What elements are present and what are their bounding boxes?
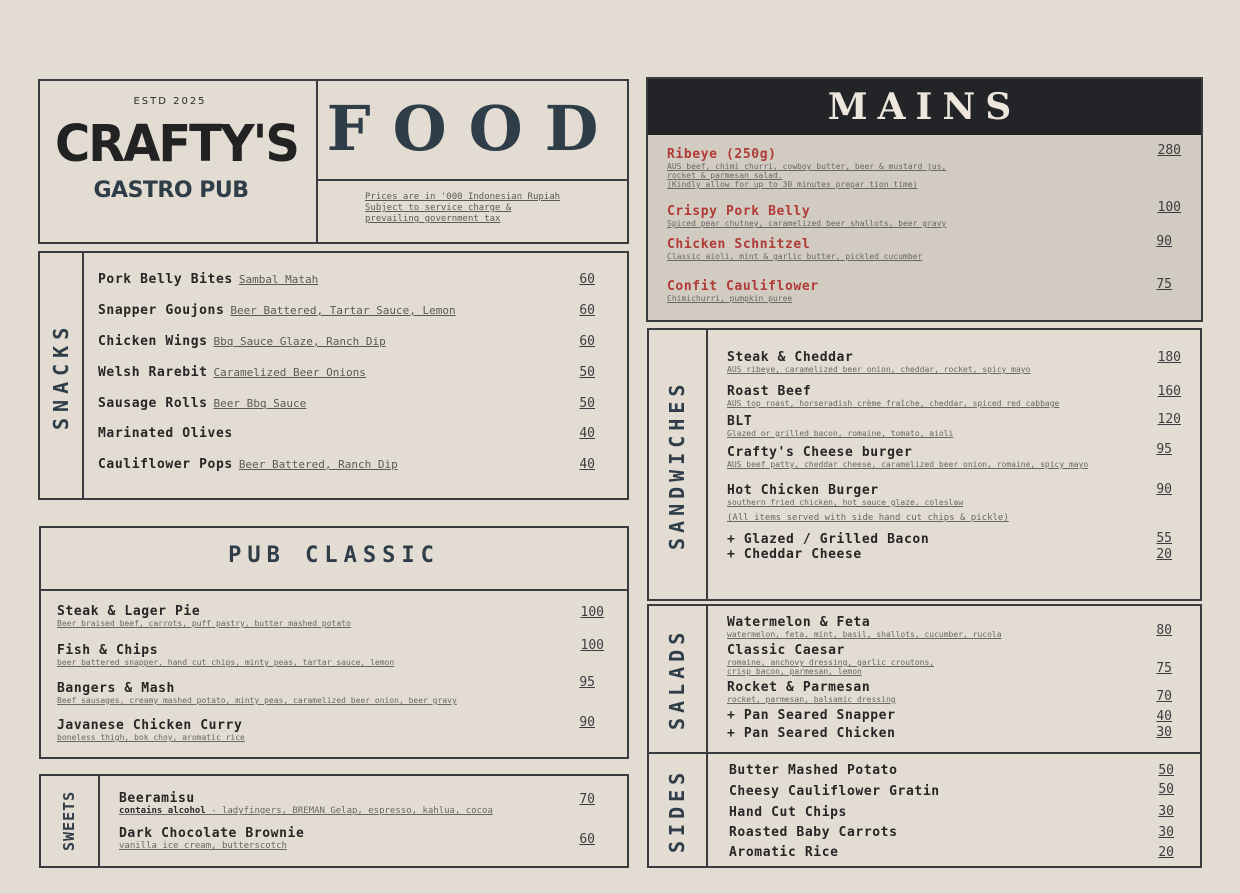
snack-name: Sausage Rolls xyxy=(98,396,208,411)
pub-classic-name: Bangers & Mash xyxy=(57,681,175,696)
mains-desc-line: (Kindly allow for up to 30 minutes prepar tion time) xyxy=(667,180,918,189)
price-note-line-1: Prices are in '000 Indonesian Rupiah xyxy=(365,192,561,202)
sweet-desc-line xyxy=(119,806,493,816)
salad-addon: + Pan Seared Snapper xyxy=(727,708,896,723)
sandwich-price: 120 xyxy=(1157,412,1181,427)
alcohol-note: contains alcohol xyxy=(119,806,206,816)
snacks-divider xyxy=(82,251,84,500)
sandwich-item xyxy=(727,350,1030,374)
pub-classic-name: Steak & Lager Pie xyxy=(57,604,201,619)
snack-item xyxy=(98,457,398,472)
mains-name: Ribeye (250g) xyxy=(667,147,777,162)
sweet-name: Dark Chocolate Brownie xyxy=(119,826,305,841)
snack-price: 40 xyxy=(579,426,595,441)
mains-item xyxy=(667,147,946,189)
salad-desc-line: romaine, anchovy dressing, garlic croutons, xyxy=(727,658,935,667)
mains-item xyxy=(667,237,922,261)
salad-desc-line: crisp bacon, parmesan, lemon xyxy=(727,667,862,676)
sandwich-desc: AUS beef patty, cheddar cheese, caramelized beer onion, romaine, spicy mayo xyxy=(727,460,1089,469)
brand-name: CRAFTY'S xyxy=(55,114,298,174)
sweet-price: 60 xyxy=(579,832,595,847)
pub-classic-name: Javanese Chicken Curry xyxy=(57,718,243,733)
sweet-price: 70 xyxy=(579,792,595,807)
sandwich-name: Steak & Cheddar xyxy=(727,350,854,365)
snack-desc: Bbq Sauce Glaze, Ranch Dip xyxy=(213,335,386,348)
snack-item xyxy=(98,396,306,411)
price-note-line-3: prevailing government tax xyxy=(365,214,501,224)
price-note xyxy=(365,192,560,225)
pub-classic-price: 90 xyxy=(579,715,595,730)
snack-price: 50 xyxy=(579,365,595,380)
sandwich-addon: + Glazed / Grilled Bacon xyxy=(727,532,930,547)
salad-item xyxy=(727,680,896,704)
sandwich-price: 95 xyxy=(1156,442,1172,457)
mains-item xyxy=(667,279,819,303)
pub-classic-desc: Beer braised beef, carrots, puff pastry, butter mashed potato xyxy=(57,619,351,628)
snack-desc: Beer Bbq Sauce xyxy=(213,397,307,410)
sandwich-name: BLT xyxy=(727,414,753,429)
sandwich-addon-price: 55 xyxy=(1156,531,1172,546)
pub-classic-item xyxy=(57,681,457,705)
pub-classic-divider xyxy=(39,589,629,591)
snack-name: Pork Belly Bites xyxy=(98,272,233,287)
salad-addon: + Pan Seared Chicken xyxy=(727,726,896,741)
sandwich-addon: + Cheddar Cheese xyxy=(727,547,862,562)
side-item: Cheesy Cauliflower Gratin xyxy=(729,784,940,799)
sandwich-addon-price: 20 xyxy=(1156,547,1172,562)
snack-desc: Sambal Matah xyxy=(238,273,319,286)
mains-price: 280 xyxy=(1157,143,1181,158)
salad-desc-line: watermelon, feta, mint, basil, shallots, cucumber, rucola xyxy=(727,630,1002,639)
pub-classic-desc: Beef sausages, creamy mashed potato, minty peas, caramelized beer onion, beer gravy xyxy=(57,696,457,705)
pub-classic-title: PUB CLASSIC xyxy=(228,543,440,568)
mains-name: Confit Cauliflower xyxy=(667,279,819,294)
pub-classic-desc: beer battered snapper, hand cut chips, minty peas, tartar sauce, lemon xyxy=(57,658,395,667)
snack-price: 60 xyxy=(579,334,595,349)
price-note-line-2: Subject to service charge & xyxy=(365,203,512,213)
salad-name: Watermelon & Feta xyxy=(727,615,871,630)
sandwich-desc: AUS top roast, horseradish crème fraîche, cheddar, spiced red cabbage xyxy=(727,399,1060,408)
pub-classic-desc: boneless thigh, bok choy, aromatic rice xyxy=(57,733,245,742)
brand-subtitle: GASTRO PUB xyxy=(93,178,249,203)
snack-item xyxy=(98,426,233,441)
pub-classic-name: Fish & Chips xyxy=(57,643,159,658)
mains-desc-line: Chimichurri, pumpkin puree xyxy=(667,294,793,303)
sweet-name: Beeramisu xyxy=(119,791,195,806)
salad-name: Rocket & Parmesan xyxy=(727,680,871,695)
estd-label: ESTD 2025 xyxy=(133,96,207,107)
pub-classic-price: 95 xyxy=(579,675,595,690)
sandwich-item xyxy=(727,445,1088,469)
mains-price: 75 xyxy=(1156,277,1172,292)
mains-item xyxy=(667,204,946,228)
sandwich-price: 180 xyxy=(1157,350,1181,365)
salads-sides-divider xyxy=(706,604,708,868)
salad-item xyxy=(727,643,934,676)
sandwich-item xyxy=(727,384,1059,408)
mains-desc-line: AUS beef, chimi churri, cowboy butter, beer & mustard jus, xyxy=(667,162,947,171)
snack-item xyxy=(98,334,386,349)
pub-classic-item xyxy=(57,643,394,667)
sandwich-name: Roast Beef xyxy=(727,384,812,399)
pub-classic-item xyxy=(57,718,245,742)
snack-price: 60 xyxy=(579,272,595,287)
salad-price: 80 xyxy=(1156,623,1172,638)
salads-sides-separator xyxy=(647,752,1202,754)
food-title: FOOD xyxy=(326,92,621,165)
salad-name: Classic Caesar xyxy=(727,643,845,658)
snack-desc: Beer Battered, Tartar Sauce, Lemon xyxy=(230,304,456,317)
mains-title: MAINS xyxy=(827,86,1022,128)
side-price: 20 xyxy=(1158,845,1174,860)
mains-price: 100 xyxy=(1157,200,1181,215)
sandwich-item xyxy=(727,414,953,438)
sandwich-item xyxy=(727,483,963,507)
salad-addon-price: 30 xyxy=(1156,725,1172,740)
snack-name: Chicken Wings xyxy=(98,334,208,349)
header-subdivider xyxy=(316,179,629,181)
salad-price: 75 xyxy=(1156,661,1172,676)
snack-item xyxy=(98,303,456,318)
sweets-title: SWEETS xyxy=(60,790,78,852)
snack-price: 40 xyxy=(579,457,595,472)
mains-desc-line: Classic aioli, mint & garlic butter, pickled cucumber xyxy=(667,252,923,261)
mains-price: 90 xyxy=(1156,234,1172,249)
side-item: Aromatic Rice xyxy=(729,845,839,860)
sandwiches-title: SANDWICHES xyxy=(665,379,689,550)
sandwich-desc: AUS ribeye, caramelized beer onion, cheddar, rocket, spicy mayo xyxy=(727,365,1031,374)
sandwich-price: 160 xyxy=(1157,384,1181,399)
salad-price: 70 xyxy=(1156,689,1172,704)
snack-name: Cauliflower Pops xyxy=(98,457,233,472)
snack-name: Welsh Rarebit xyxy=(98,365,208,380)
side-price: 30 xyxy=(1158,825,1174,840)
salad-desc-line: rocket, parmesan, balsamic dressing xyxy=(727,695,896,704)
sandwich-desc: Glazed or grilled bacon, romaine, tomato, aioli xyxy=(727,429,954,438)
side-price: 30 xyxy=(1158,804,1174,819)
sweet-item xyxy=(119,826,304,851)
salads-title: SALADS xyxy=(665,627,689,731)
mains-name: Crispy Pork Belly xyxy=(667,204,811,219)
snack-price: 50 xyxy=(579,396,595,411)
pub-classic-price: 100 xyxy=(580,638,604,653)
mains-name: Chicken Schnitzel xyxy=(667,237,811,252)
sandwiches-divider xyxy=(706,328,708,601)
snack-desc: Beer Battered, Ranch Dip xyxy=(238,458,398,471)
sides-title: SIDES xyxy=(665,767,689,853)
pub-classic-item xyxy=(57,604,351,628)
side-item: Hand Cut Chips xyxy=(729,805,847,820)
sandwich-name: Hot Chicken Burger xyxy=(727,483,879,498)
salad-addon-price: 40 xyxy=(1156,709,1172,724)
snack-price: 60 xyxy=(579,303,595,318)
mains-desc-line: Spiced pear chutney, caramelized beer shallots, beer gravy xyxy=(667,219,947,228)
sweet-item xyxy=(119,791,493,816)
sandwich-price: 90 xyxy=(1156,482,1172,497)
sandwich-name: Crafty's Cheese burger xyxy=(727,445,913,460)
snack-item xyxy=(98,272,318,287)
mains-desc-line: rocket & parmesan salad. xyxy=(667,171,783,180)
side-item: Butter Mashed Potato xyxy=(729,763,898,778)
sweet-desc: - ladyfingers, BREMAN Gelap, espresso, kahlua, cocoa xyxy=(211,806,493,816)
sandwich-desc: southern fried chicken, hot sauce glaze, coleslaw xyxy=(727,498,964,507)
snacks-title: SNACKS xyxy=(49,321,73,430)
pub-classic-price: 100 xyxy=(580,605,604,620)
snack-name: Snapper Goujons xyxy=(98,303,225,318)
sweet-desc: vanilla ice cream, butterscotch xyxy=(119,841,287,851)
side-item: Roasted Baby Carrots xyxy=(729,825,898,840)
side-price: 50 xyxy=(1158,763,1174,778)
snack-name: Marinated Olives xyxy=(98,426,233,441)
sandwich-note: (All items served with side hand cut chips & pickle) xyxy=(727,513,1009,523)
sweets-section xyxy=(39,774,629,868)
side-price: 50 xyxy=(1158,782,1174,797)
snack-item xyxy=(98,365,366,380)
sweets-divider xyxy=(98,774,100,868)
salad-item xyxy=(727,615,1002,639)
snack-desc: Caramelized Beer Onions xyxy=(213,366,366,379)
